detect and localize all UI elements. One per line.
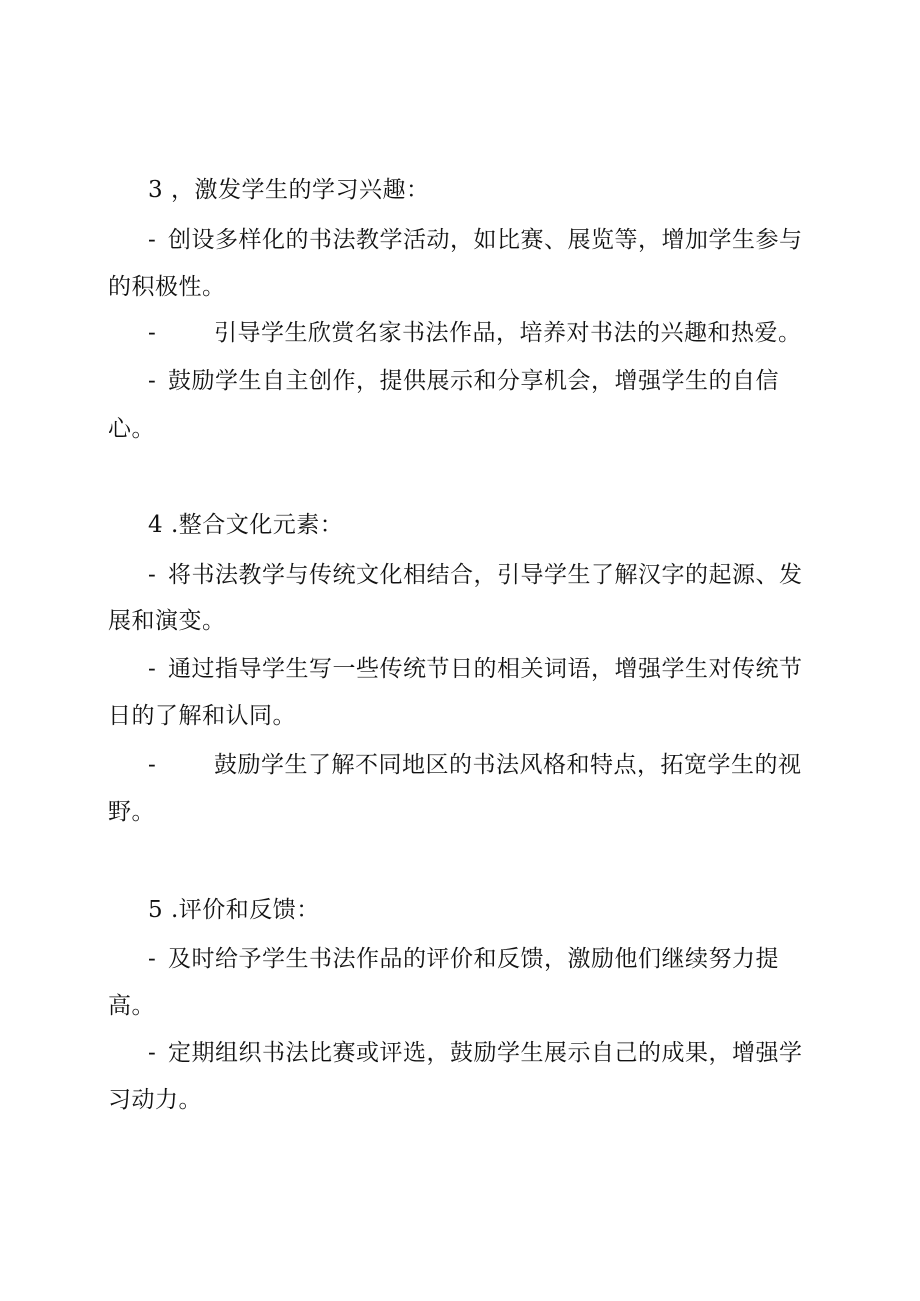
list-item	[148, 944, 779, 974]
list-item-continuation: 习动力。	[108, 1087, 202, 1113]
dash-marker: -	[148, 320, 157, 346]
list-item-continuation: 心。	[108, 416, 155, 442]
list-item-continuation: 日的了解和认同。	[108, 703, 296, 729]
list-item-text: 定期组织书法比赛或评选，鼓励学生展示自己的成果，增强学	[168, 1040, 803, 1066]
dash-marker: -	[148, 1040, 157, 1066]
dash-marker: -	[148, 227, 157, 253]
list-item-text: 鼓励学生了解不同地区的书法风格和特点，拓宽学生的视	[214, 752, 802, 778]
list-item	[148, 366, 779, 396]
list-item-text: 创设多样化的书法教学活动，如比赛、展览等，增加学生参与	[168, 227, 803, 253]
section-heading-5: 5 .评价和反馈：	[148, 897, 320, 923]
list-item-continuation: 的积极性。	[108, 274, 226, 300]
dash-marker: -	[148, 752, 157, 778]
list-item	[148, 750, 802, 780]
list-item	[148, 654, 803, 684]
dash-marker: -	[148, 946, 157, 972]
list-item	[148, 1038, 803, 1068]
list-item-text: 引导学生欣赏名家书法作品，培养对书法的兴趣和热爱。	[214, 320, 802, 346]
section-heading-3: 3 ，激发学生的学习兴趣：	[148, 177, 430, 203]
list-item-text: 及时给予学生书法作品的评价和反馈，激励他们继续努力提	[168, 946, 779, 972]
list-item	[148, 225, 803, 255]
list-item	[148, 318, 802, 348]
list-item	[148, 560, 803, 590]
dash-marker: -	[148, 656, 157, 682]
list-item-text: 鼓励学生自主创作，提供展示和分享机会，增强学生的自信	[168, 368, 779, 394]
dash-marker: -	[148, 368, 157, 394]
section-heading-4: 4 .整合文化元素：	[148, 512, 344, 538]
list-item-text: 通过指导学生写一些传统节日的相关词语，增强学生对传统节	[168, 656, 803, 682]
dash-marker: -	[148, 562, 157, 588]
list-item-continuation: 野。	[108, 799, 155, 825]
list-item-text: 将书法教学与传统文化相结合，引导学生了解汉字的起源、发	[168, 562, 803, 588]
list-item-continuation: 高。	[108, 993, 155, 1019]
list-item-continuation: 展和演变。	[108, 608, 226, 634]
